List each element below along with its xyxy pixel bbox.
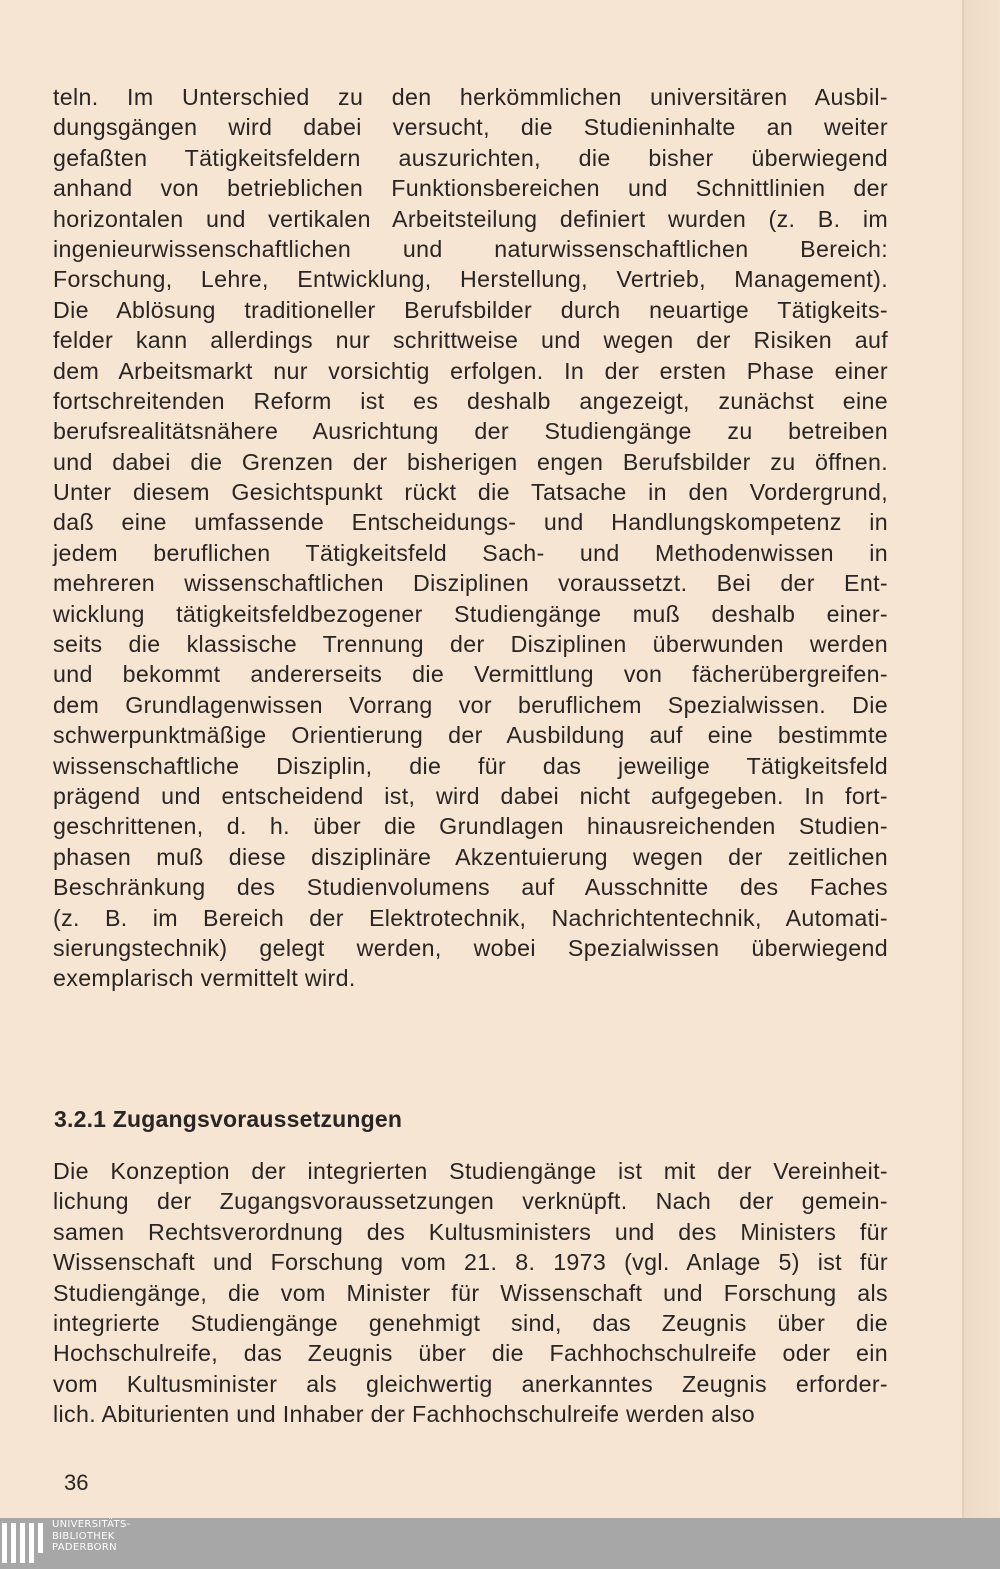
text-line: vom Kultusminister als gleichwertig anerkanntes Zeugnis erforder- [53, 1370, 888, 1397]
text-line: integrierte Studiengänge genehmigt sind, das Zeugnis über die [53, 1309, 888, 1336]
text-line: samen Rechtsverordnung des Kultusministers und des Ministers für [53, 1218, 888, 1245]
section-heading: 3.2.1 Zugangsvoraussetzungen [54, 1106, 403, 1132]
text-line: Beschränkung des Studienvolumens auf Ausschnitte des Faches [53, 874, 888, 901]
text-line: gefaßten Tätigkeitsfeldern auszurichten, die bisher überwiegend [53, 144, 888, 171]
text-line: sierungstechnik) gelegt werden, wobei Spezialwissen überwiegend [53, 934, 888, 961]
text-line: Forschung, Lehre, Entwicklung, Herstellung, Vertrieb, Management). [53, 266, 888, 293]
body-paragraph-1 [53, 82, 888, 994]
text-line: teln. Im Unterschied zu den herkömmlichen universitären Ausbil- [53, 84, 888, 110]
text-line: mehreren wissenschaftlichen Disziplinen voraussetzt. Bei der Ent- [53, 570, 888, 597]
text-line: dem Arbeitsmarkt nur vorsichtig erfolgen. In der ersten Phase einer [53, 357, 888, 384]
library-footer-bar [0, 1518, 1000, 1569]
text-line: dungsgängen wird dabei versucht, die Studieninhalte an weiter [53, 114, 888, 141]
text-line: wicklung tätigkeitsfeldbezogener Studiengänge muß deshalb einer- [53, 600, 888, 627]
text-line: seits die klassische Trennung der Disziplinen überwunden werden [53, 631, 888, 658]
text-line: dem Grundlagenwissen Vorrang vor beruflichem Spezialwissen. Die [53, 691, 888, 718]
text-line: Hochschulreife, das Zeugnis über die Fachhochschulreife oder ein [53, 1340, 888, 1367]
logo-line: PADERBORN [52, 1542, 117, 1553]
text-line: lich. Abiturienten und Inhaber der Fachhochschulreife werden also [53, 1401, 756, 1428]
text-line: horizontalen und vertikalen Arbeitsteilung definiert wurden (z. B. im [53, 205, 888, 232]
text-line: Die Konzeption der integrierten Studiengänge ist mit der Vereinheit- [53, 1158, 888, 1184]
text-line: geschrittenen, d. h. über die Grundlagen hinausreichenden Studien- [53, 813, 888, 840]
text-line: prägend und entscheidend ist, wird dabei nicht aufgegeben. In fort- [53, 782, 888, 809]
text-line: daß eine umfassende Entscheidungs- und Handlungskompetenz in [53, 509, 888, 536]
text-line: felder kann allerdings nur schrittweise und wegen der Risiken auf [53, 327, 888, 354]
text-line: ingenieurwissenschaftlichen und naturwissenschaftlichen Bereich: [53, 235, 888, 262]
text-line: jedem beruflichen Tätigkeitsfeld Sach- und Methodenwissen in [53, 539, 888, 566]
logo-line: UNIVERSITÄTS- [52, 1519, 131, 1530]
text-line: und dabei die Grenzen der bisherigen engen Berufsbilder zu öffnen. [53, 448, 888, 475]
page-number: 36 [64, 1470, 89, 1495]
text-line: lichung der Zugangsvoraussetzungen verknüpft. Nach der gemein- [53, 1188, 888, 1215]
text-line: fortschreitenden Reform ist es deshalb angezeigt, zunächst eine [53, 387, 888, 414]
text-line: Unter diesem Gesichtspunkt rückt die Tatsache in den Vordergrund, [53, 479, 888, 506]
text-line: berufsrealitätsnähere Ausrichtung der Studiengänge zu betreiben [53, 418, 888, 445]
text-line: wissenschaftliche Disziplin, die für das jeweilige Tätigkeitsfeld [53, 752, 888, 779]
page-edge [962, 0, 964, 1518]
text-line: Die Ablösung traditioneller Berufsbilder durch neuartige Tätigkeits- [53, 296, 888, 323]
text-line: phasen muß diese disziplinäre Akzentuierung wegen der zeitlichen [53, 843, 888, 870]
text-line: anhand von betrieblichen Funktionsbereichen und Schnittlinien der [53, 175, 888, 202]
text-line: Studiengänge, die vom Minister für Wissenschaft und Forschung als [53, 1279, 888, 1306]
text-line: Wissenschaft und Forschung vom 21. 8. 1973 (vgl. Anlage 5) ist für [53, 1249, 888, 1276]
logo-line: BIBLIOTHEK [52, 1530, 115, 1542]
library-logo-icon [2, 1523, 48, 1563]
library-logo-text [52, 1519, 131, 1554]
page-edge-shadow [964, 0, 1000, 1518]
text-line: und bekommt andererseits die Vermittlung von fächerübergreifen- [53, 661, 888, 688]
text-line: (z. B. im Bereich der Elektrotechnik, Nachrichtentechnik, Automati- [53, 904, 888, 931]
body-paragraph-2 [53, 1156, 888, 1430]
text-line: exemplarisch vermittelt wird. [53, 965, 356, 992]
text-line: schwerpunktmäßige Orientierung der Ausbildung auf eine bestimmte [53, 722, 888, 749]
